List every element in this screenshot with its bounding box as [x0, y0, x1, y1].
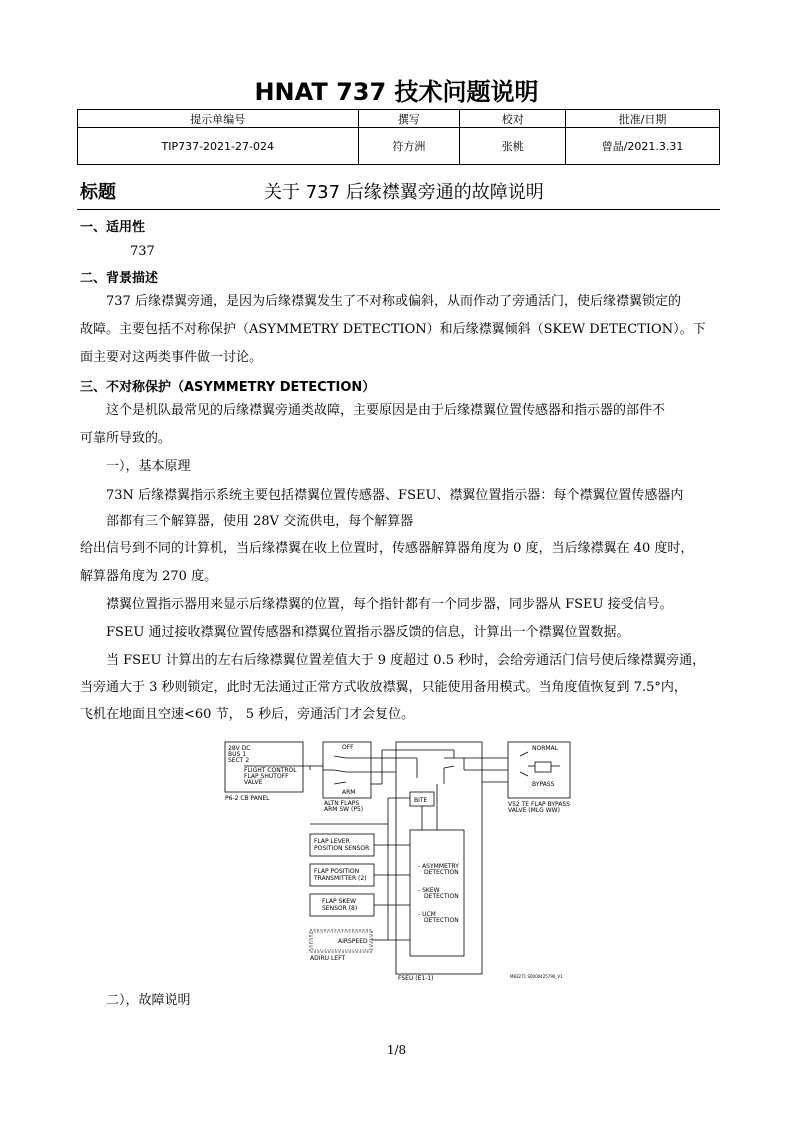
paragraph-line: 故障。主要包括不对称保护（ASYMMETRY DETECTION）和后缘襟翼倾斜（SKEW DETECTION）。下 — [80, 322, 706, 337]
fseu-label: FSEU (E1-1) — [398, 975, 434, 982]
airspeed-label: AIRSPEED — [338, 938, 368, 945]
input-label: FLAP SKEW — [322, 898, 357, 905]
header-approval-date: 批准/日期 — [566, 110, 720, 128]
schematic-diagram — [222, 738, 587, 983]
paragraph-line: 当旁通大于 3 秒则锁定，此时无法通过正常方式收放襟翼，只能使用备用模式。当角度值恢复到 7.5°内， — [80, 680, 687, 695]
header-reviewer: 校对 — [460, 110, 566, 128]
function-label: DETECTION — [424, 917, 459, 924]
input-label: POSITION SENSOR — [314, 845, 370, 852]
switch-label: ALTN FLAPS — [324, 800, 360, 807]
applicability-text: 737 — [130, 244, 155, 259]
input-label: TRANSMITTER (2) — [314, 875, 367, 882]
document-title: HNAT 737 技术问题说明 — [254, 78, 539, 106]
function-label: - UCM — [418, 911, 436, 918]
value-author: 符方洲 — [358, 128, 460, 165]
paragraph-line: 部都有三个解算器，使用 28V 交流供电，每个解算器 — [106, 514, 414, 529]
cb-text: FLIGHT CONTROL — [244, 767, 297, 774]
subheading-principle: 一），基本原理 — [106, 459, 191, 474]
input-label: SENSOR (8) — [322, 905, 358, 912]
bite-label: BITE — [414, 797, 428, 804]
paragraph-line: 可靠所导致的。 — [80, 431, 172, 446]
paragraph-line: 当 FSEU 计算出的左右后缘襟翼位置差值大于 9 度超过 0.5 秒时，会给旁通活门信号使后缘襟翼旁通， — [106, 653, 706, 668]
paragraph-line: 737 后缘襟翼旁通，是因为后缘襟翼发生了不对称或偏斜，从而作动了旁通活门，使后缘襟翼锁定的 — [106, 294, 681, 309]
subject-title: 关于 737 后缘襟翼旁通的故障说明 — [264, 182, 544, 203]
cb-text: VALVE — [244, 779, 263, 786]
paragraph-line: 这个是机队最常见的后缘襟翼旁通类故障，主要原因是由于后缘襟翼位置传感器和指示器的部件不 — [106, 403, 666, 418]
paragraph-line: 飞机在地面且空速<60 节， 5 秒后，旁通活门才会复位。 — [80, 707, 415, 722]
paragraph-line: 面主要对这两类事件做一讨论。 — [80, 350, 263, 365]
section-heading-background: 二、背景描述 — [80, 271, 159, 286]
valve-normal-label: NORMAL — [532, 745, 559, 752]
cb-panel-label: P6-2 CB PANEL — [225, 795, 270, 802]
cb-text: FLAP SHUTOFF — [244, 773, 289, 780]
paragraph-line: FSEU 通过接收襟翼位置传感器和襟翼位置指示器反馈的信息，计算出一个襟翼位置数据。 — [106, 625, 630, 640]
input-label: FLAP LEVER — [314, 838, 350, 845]
header-tip-number: 提示单编号 — [78, 110, 359, 128]
function-label: - ASYMMETRY — [418, 863, 459, 870]
cb-text: 28V DC — [228, 745, 251, 752]
paragraph-line: 解算器角度为 270 度。 — [80, 569, 218, 584]
divider — [77, 209, 720, 210]
metadata-table — [77, 109, 720, 165]
subheading-fault-description: 二），故障说明 — [106, 993, 191, 1008]
value-approval-date: 曾晶/2021.3.31 — [566, 128, 720, 165]
section-heading-asymmetry: 三、不对称保护（ASYMMETRY DETECTION） — [80, 380, 376, 395]
valve-label: VALVE (MLG WW) — [508, 807, 560, 814]
switch-arm-label: ARM — [342, 789, 356, 796]
figure-id: M83271 S0000425790_V1 — [510, 974, 563, 979]
valve-bypass-label: BYPASS — [532, 781, 555, 788]
function-label: - SKEW — [418, 887, 440, 894]
cb-text: BUS 1 — [228, 751, 247, 758]
header-author: 撰写 — [358, 110, 460, 128]
switch-label: ARM SW (P5) — [324, 806, 364, 813]
page-number: 1/8 — [386, 1043, 407, 1057]
subject-label: 标题 — [80, 182, 116, 203]
function-label: DETECTION — [424, 893, 459, 900]
paragraph-line: 襟翼位置指示器用来显示后缘襟翼的位置，每个指针都有一个同步器，同步器从 FSEU 接受信号。 — [106, 597, 673, 612]
value-reviewer: 张桃 — [460, 128, 566, 165]
valve-label: V52 TE FLAP BYPASS — [508, 801, 570, 808]
switch-off-label: OFF — [342, 744, 354, 751]
value-tip-number: TIP737-2021-27-024 — [78, 128, 359, 165]
paragraph-line: 73N 后缘襟翼指示系统主要包括襟翼位置传感器、FSEU、襟翼位置指示器：每个襟翼位置传感器内 — [106, 488, 684, 503]
cb-text: SECT 2 — [228, 757, 250, 764]
input-label: FLAP POSITION — [314, 868, 360, 875]
function-label: DETECTION — [424, 869, 459, 876]
section-heading-applicability: 一、适用性 — [80, 220, 146, 235]
fseu-box — [396, 742, 482, 974]
adiru-label: ADIRU LEFT — [310, 955, 346, 962]
paragraph-line: 给出信号到不同的计算机，当后缘襟翼在收上位置时，传感器解算器角度为 0 度，当后缘襟翼在 40 度时， — [80, 541, 694, 556]
